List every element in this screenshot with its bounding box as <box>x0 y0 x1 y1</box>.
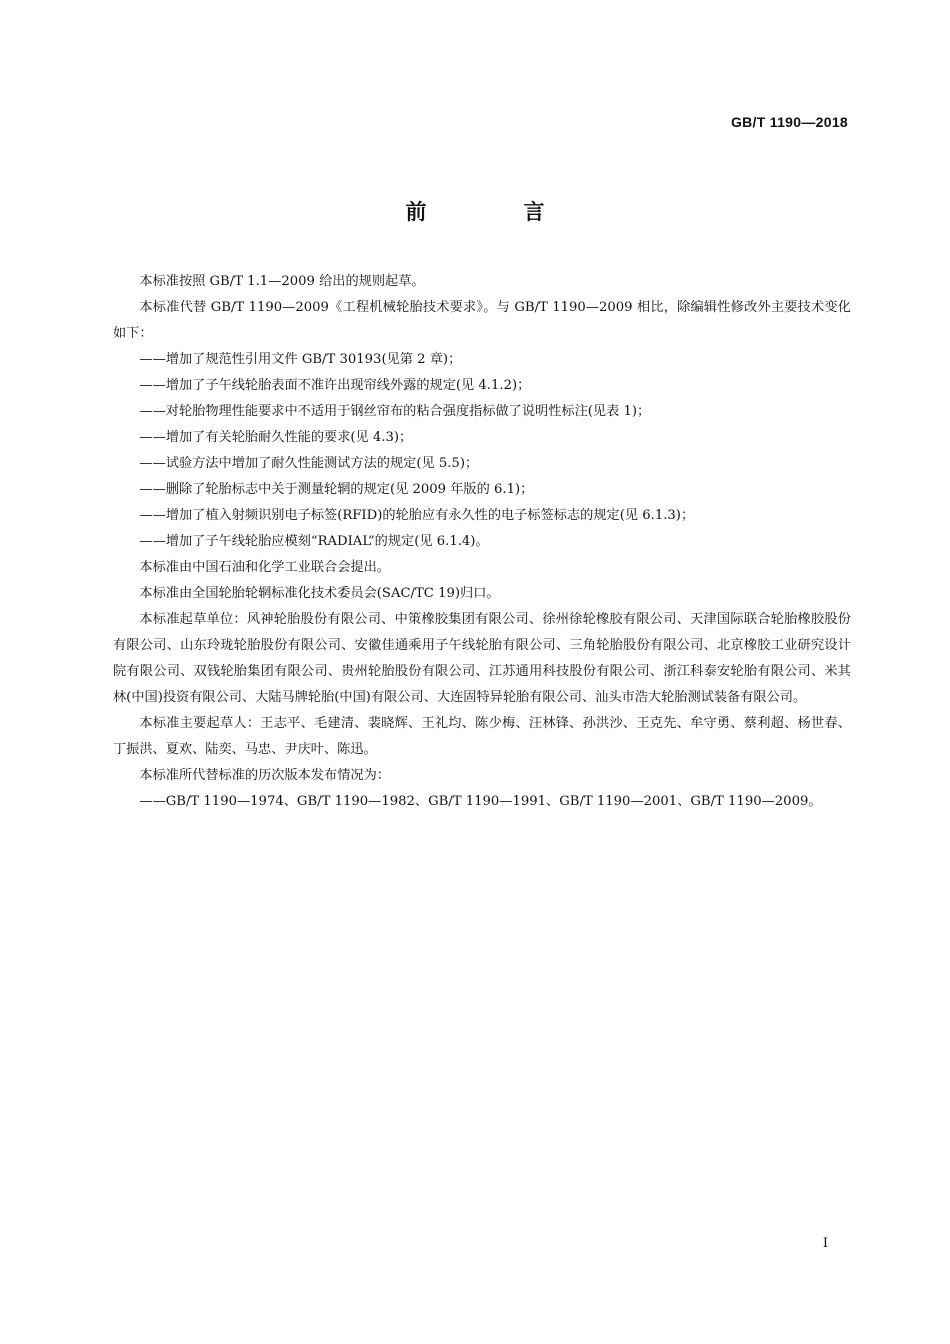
paragraph-replacement: 本标准代替 GB/T 1190—2009《工程机械轮胎技术要求》。与 GB/T 1190—2009 相比，除编辑性修改外主要技术变化如下： <box>113 300 851 341</box>
change-item: ——对轮胎物理性能要求中不适用于钢丝帘布的粘合强度指标做了说明性标注(见表 1)； <box>139 404 651 419</box>
change-item: ——增加了有关轮胎耐久性能的要求(见 4.3)； <box>139 430 413 445</box>
paragraph-drafting-rules: 本标准按照 GB/T 1.1—2009 给出的规则起草。 <box>139 274 425 289</box>
change-item: ——增加了子午线轮胎表面不准许出现帘线外露的规定(见 4.1.2)； <box>139 378 531 393</box>
paragraph-proposer: 本标准由中国石油和化学工业联合会提出。 <box>139 560 390 575</box>
standard-code: GB/T 1190—2018 <box>730 114 848 130</box>
history-list: ——GB/T 1190—1974、GB/T 1190—1982、GB/T 1190—1991、GB/T 1190—2001、GB/T 1190—2009。 <box>139 794 822 809</box>
page-number: I <box>822 1236 828 1251</box>
paragraph-committee: 本标准由全国轮胎轮辋标准化技术委员会(SAC/TC 19)归口。 <box>139 586 500 601</box>
change-item: ——增加了规范性引用文件 GB/T 30193(见第 2 章)； <box>139 352 462 367</box>
change-item: ——试验方法中增加了耐久性能测试方法的规定(见 5.5)； <box>139 456 479 471</box>
change-item: ——删除了轮胎标志中关于测量轮辋的规定(见 2009 年版的 6.1)； <box>139 482 534 497</box>
paragraph-drafting-units: 本标准起草单位：风神轮胎股份有限公司、中策橡胶集团有限公司、徐州徐轮橡胶有限公司、天津国际联合轮胎橡胶股份有限公司、山东玲珑轮胎股份有限公司、安徽佳通乘用子午线轮胎有限公司、三角轮胎股份有限公司、北京橡胶工业研究设计院有限公司、双钱轮胎集团有限公司、贵州轮胎股份有限公司、江苏通用科技股份有限公司、浙江科泰安轮胎有限公司、米其林(中国)投资有限公司、大陆马牌轮胎(中国)有限公司、大连固特异轮胎有限公司、汕头市浩大轮胎测试装备有限公司。 <box>113 612 851 705</box>
paragraph-history-intro: 本标准所代替标准的历次版本发布情况为： <box>139 768 390 783</box>
foreword-body <box>113 269 851 815</box>
change-item: ——增加了植入射频识别电子标签(RFID)的轮胎应有永久性的电子标签标志的规定(见 6.1.3)； <box>139 508 695 523</box>
page-title: 前 言 <box>405 200 583 224</box>
paragraph-drafters: 本标准主要起草人：王志平、毛建清、裴晓辉、王礼均、陈少梅、汪林锋、孙洪沙、王克先、牟守勇、蔡利超、杨世春、丁振洪、夏欢、陆奕、马忠、尹庆叶、陈迅。 <box>113 716 851 757</box>
change-item: ——增加了子午线轮胎应模刻“RADIAL”的规定(见 6.1.4)。 <box>139 534 489 549</box>
